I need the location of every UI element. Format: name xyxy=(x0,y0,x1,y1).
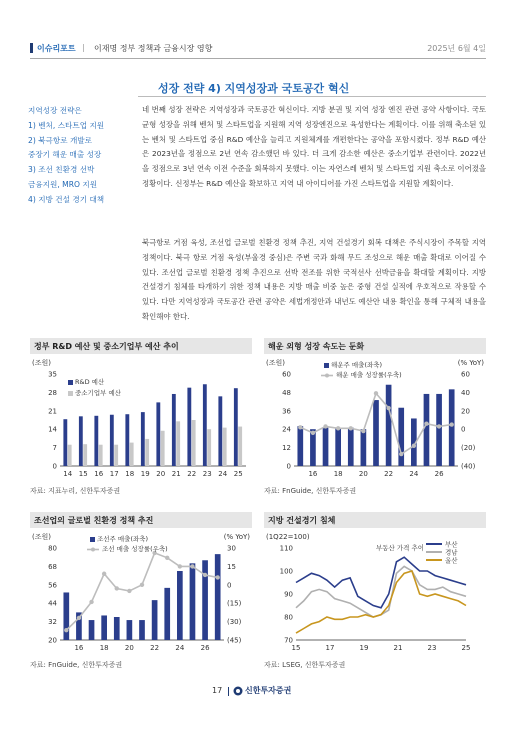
series-line xyxy=(296,557,466,608)
y-tick-label: 32 xyxy=(48,618,57,627)
sidebar-summary xyxy=(28,104,140,208)
y-tick-label: 44 xyxy=(48,599,57,608)
y-tick-label: 0 xyxy=(286,462,291,471)
chart-bar xyxy=(156,402,160,466)
x-tick-label: 26 xyxy=(200,644,210,652)
series-point xyxy=(311,431,315,435)
legend-swatch xyxy=(68,380,73,385)
series-point xyxy=(115,586,119,590)
page-footer xyxy=(0,684,516,698)
chart-bar xyxy=(176,421,180,466)
series-point xyxy=(412,444,416,448)
x-tick-label: 17 xyxy=(109,470,119,478)
legend-label: 해운 매출 성장률(우축) xyxy=(336,371,402,379)
chart-bar xyxy=(172,394,176,466)
legend-label: 경남 xyxy=(445,548,458,557)
chart-bar xyxy=(114,445,118,466)
series-point xyxy=(349,426,353,430)
chart-bar xyxy=(130,443,134,466)
header-separator: | xyxy=(82,43,85,52)
chart-bar xyxy=(386,385,392,466)
series-point xyxy=(178,564,182,568)
section-divider xyxy=(138,96,486,97)
series-point xyxy=(77,616,81,620)
x-tick-label: 24 xyxy=(218,470,228,478)
series-line xyxy=(296,571,466,633)
series-point xyxy=(361,429,365,433)
body-paragraph-1: 네 번째 성장 전략은 지역성장과 국토공간 혁신이다. 지방 분권 및 지역 성장 엔진 관련 공약 사항이다. 국토 균형 성장을 위해 벤처 및 스타트업을 지원해 지역 성장엔진으로 육성한다는 계획이다. 이를 위해 축소된 있는 벤처 및 스타트업 중심 R&D 예산을 늘리고 지원체계를 개편한다는 공약을 포함시켰다. 정부 R&D 예산은 2023년을 정점으로 2년 연속 감소했던 바 있다. 더 크게 감소한 예산은 중소기업부 관련이다. 2022년을 정점으로 3년 연속 이전 수준을 회복하지 못했다. 이는 자연스레 벤처 및 스타트업 지원 축소로 이어졌을 정황이다. 신정부는 R&D 예산을 확보하고 지역 내 아이디어를 가진 스타트업을 지원할 계획이다. xyxy=(142,105,486,188)
page-number: 17 xyxy=(212,686,223,695)
y2-tick-label: (15) xyxy=(227,599,242,608)
chart-source: 자료: LSEG, 신한투자증권 xyxy=(264,661,346,669)
page-header xyxy=(30,40,486,58)
chart-bar xyxy=(89,620,95,640)
company-name: 신한투자증권 xyxy=(245,686,292,695)
body-paragraph-2: 북극항로 거점 육성, 조선업 글로벌 친환경 정책 추진, 지역 건설경기 회복 대책은 주식시장이 주목할 지역 정책이다. 북극 항로 거점 육성(부울경 중심)은 주변 국과 화해 무드 조성으로 해운 매출 확대로 이어질 수 있다. 조선업 글로벌 친환경 정책 추진으로 선박 전조를 위한 국적선사 선박금융을 확대할 계획이다. 지방 건설경기 침체를 타개하기 위한 정책 내용은 지방 매출 비중 높은 중형 건설 실적에 우호적으로 작용할 수 있다. 다만 지역성장과 국토공간 관련 공약은 세법개정안과 내년도 예산안 내용 확인을 통해 구체적 내용을 확인해야 한다. xyxy=(142,238,486,321)
chart-rnd-budget xyxy=(30,338,252,498)
sidebar-line: 지역성장 전략은 xyxy=(28,106,82,115)
x-tick-label: 14 xyxy=(63,470,73,478)
chart-title: 해운 외형 성장 속도는 둔화 xyxy=(264,338,486,354)
chart-bar xyxy=(215,554,221,640)
y-axis-unit: (1Q22=100) xyxy=(266,533,310,541)
y-axis-unit: (조원) xyxy=(32,359,51,367)
legend-label: 해운주 매출(좌축) xyxy=(331,361,383,369)
x-tick-label: 25 xyxy=(461,644,471,652)
y-tick-label: 80 xyxy=(48,544,57,553)
chart-bar xyxy=(68,445,72,466)
x-tick-label: 22 xyxy=(150,644,160,652)
x-tick-label: 18 xyxy=(125,470,135,478)
y-tick-label: 0 xyxy=(52,462,57,471)
chart-bar xyxy=(101,615,107,640)
series-point xyxy=(215,575,219,579)
series-point xyxy=(140,583,144,587)
chart-bar xyxy=(238,427,242,466)
legend-marker xyxy=(91,548,95,552)
series-point xyxy=(127,589,131,593)
chart-bar xyxy=(110,415,114,466)
chart-bar xyxy=(141,412,145,466)
series-point xyxy=(102,572,106,576)
legend-label: 중소기업부 예산 xyxy=(75,389,122,397)
y-tick-label: 12 xyxy=(282,444,291,453)
chart-title: 정부 R&D 예산 및 중소기업부 예산 추이 xyxy=(30,338,252,354)
chart-bar xyxy=(63,419,67,466)
y-tick-label: 100 xyxy=(279,567,293,576)
report-date: 2025년 6월 4일 xyxy=(427,44,486,53)
x-tick-label: 18 xyxy=(333,470,343,478)
y-tick-label: 20 xyxy=(48,636,57,645)
y-tick-label: 24 xyxy=(282,425,291,434)
y-tick-label: 21 xyxy=(48,407,57,416)
chart-regional-construction-plot xyxy=(264,530,486,654)
chart-bar xyxy=(424,394,430,466)
legend-label: 조선 매출 성장률(우축) xyxy=(102,545,168,553)
y2-tick-label: 0 xyxy=(227,581,232,590)
x-tick-label: 22 xyxy=(187,470,197,478)
legend-swatch xyxy=(90,537,95,542)
x-tick-label: 20 xyxy=(124,644,134,652)
x-tick-label: 24 xyxy=(175,644,185,652)
top-band xyxy=(0,0,516,6)
y2-tick-label: 15 xyxy=(227,562,236,571)
sidebar-line: 4) 지방 건설 경기 대책 xyxy=(28,194,105,204)
chart-bar xyxy=(83,444,87,466)
y-tick-label: 60 xyxy=(282,370,291,379)
chart-bar xyxy=(361,429,367,466)
x-tick-label: 16 xyxy=(74,644,84,652)
y-tick-label: 80 xyxy=(284,613,293,622)
x-tick-label: 26 xyxy=(434,470,444,478)
chart-annotation: 부동산 가격 추이 xyxy=(376,544,425,552)
series-point xyxy=(89,600,93,604)
chart-source: 자료: 지표누리, 신한투자증권 xyxy=(30,487,121,495)
y-tick-label: 36 xyxy=(282,407,291,416)
chart-shipbuilding-revenue-plot xyxy=(30,530,252,654)
footer-divider xyxy=(228,687,229,696)
sidebar-line: 2) 북극항로 개발로 xyxy=(28,135,92,145)
y2-tick-label: 60 xyxy=(461,370,470,379)
x-tick-label: 20 xyxy=(156,470,166,478)
chart-title: 지방 건설경기 침체 xyxy=(264,512,486,528)
chart-bar xyxy=(348,428,354,466)
chart-bar xyxy=(398,408,404,466)
y-tick-label: 7 xyxy=(52,444,57,453)
report-type: 이슈리포트 xyxy=(37,44,76,53)
x-tick-label: 19 xyxy=(359,644,369,652)
series-point xyxy=(323,424,327,428)
sidebar-line: 3) 조선 친환경 선박 xyxy=(28,165,95,175)
y-tick-label: 70 xyxy=(284,636,293,645)
company-logo-icon xyxy=(233,686,243,696)
y-tick-label: 56 xyxy=(48,581,57,590)
legend-label: R&D 예산 xyxy=(75,378,105,386)
x-tick-label: 15 xyxy=(78,470,88,478)
chart-bar xyxy=(323,428,329,466)
chart-bar xyxy=(164,588,170,640)
y-tick-label: 90 xyxy=(284,590,293,599)
chart-bar xyxy=(335,428,341,466)
chart-bar xyxy=(177,571,183,640)
series-point xyxy=(203,573,207,577)
chart-source: 자료: FnGuide, 신한투자증권 xyxy=(30,661,123,669)
chart-bar xyxy=(207,429,211,466)
sidebar-line: 1) 벤처, 스타트업 지원 xyxy=(28,120,105,130)
chart-bar xyxy=(192,420,196,466)
chart-source: 자료: FnGuide, 신한투자증권 xyxy=(264,487,357,495)
legend-swatch xyxy=(324,363,329,368)
chart-bar xyxy=(234,388,238,466)
x-tick-label: 23 xyxy=(427,644,437,652)
series-point xyxy=(424,421,428,425)
y-tick-label: 110 xyxy=(279,544,293,553)
chart-bar xyxy=(449,389,455,466)
series-point xyxy=(165,556,169,560)
series-point xyxy=(190,564,194,568)
legend-swatch xyxy=(68,391,73,396)
sidebar-line: 중장기 해운 매출 성장 xyxy=(28,150,102,160)
chart-bar xyxy=(114,617,120,640)
y2-tick-label: 30 xyxy=(227,544,236,553)
series-point xyxy=(437,424,441,428)
y2-axis-unit: (% YoY) xyxy=(223,533,250,541)
y-tick-label: 68 xyxy=(48,562,57,571)
y-tick-label: 28 xyxy=(48,388,57,397)
chart-bar xyxy=(63,592,69,640)
y2-tick-label: 40 xyxy=(461,388,470,397)
series-line xyxy=(296,566,466,617)
x-tick-label: 23 xyxy=(202,470,212,478)
y2-axis-unit: (% YoY) xyxy=(457,359,484,367)
y2-tick-label: (20) xyxy=(461,444,476,453)
legend-marker xyxy=(325,374,329,378)
chart-bar xyxy=(152,600,158,640)
series-point xyxy=(374,391,378,395)
header-divider xyxy=(30,58,486,59)
series-point xyxy=(298,425,302,429)
y2-tick-label: (30) xyxy=(227,618,242,627)
x-tick-label: 24 xyxy=(409,470,419,478)
chart-bar xyxy=(94,416,98,466)
x-tick-label: 16 xyxy=(308,470,318,478)
y-axis-unit: (조원) xyxy=(32,533,51,541)
y-tick-label: 35 xyxy=(48,370,57,379)
y-axis-unit: (조원) xyxy=(266,359,285,367)
y-tick-label: 14 xyxy=(48,425,57,434)
chart-shipping-revenue xyxy=(264,338,486,498)
legend-label: 울산 xyxy=(445,556,458,565)
report-title: 이재명 정부 정책과 금융시장 영향 xyxy=(94,44,213,53)
x-tick-label: 20 xyxy=(358,470,368,478)
chart-bar xyxy=(202,560,208,640)
chart-bar xyxy=(203,384,207,466)
x-tick-label: 19 xyxy=(140,470,150,478)
y2-tick-label: (45) xyxy=(227,636,242,645)
chart-bar xyxy=(218,396,222,466)
y2-tick-label: (40) xyxy=(461,462,476,471)
chart-shipbuilding-revenue xyxy=(30,512,252,672)
chart-bar xyxy=(190,563,196,640)
x-tick-label: 21 xyxy=(171,470,181,478)
series-point xyxy=(449,422,453,426)
series-point xyxy=(336,426,340,430)
chart-bar xyxy=(223,428,227,466)
chart-title: 조선업의 글로벌 친환경 정책 추진 xyxy=(30,512,252,528)
x-tick-label: 15 xyxy=(291,644,301,652)
legend-label: 부산 xyxy=(445,540,458,549)
chart-bar xyxy=(79,416,83,466)
x-tick-label: 18 xyxy=(99,644,109,652)
x-tick-label: 17 xyxy=(325,644,335,652)
chart-bar xyxy=(145,439,149,466)
chart-rnd-budget-plot xyxy=(30,356,252,478)
chart-shipping-revenue-plot xyxy=(264,356,486,478)
series-point xyxy=(399,452,403,456)
y2-tick-label: 20 xyxy=(461,407,470,416)
brand-bar xyxy=(30,43,33,53)
chart-bar xyxy=(161,431,165,466)
x-tick-label: 25 xyxy=(233,470,243,478)
chart-bar xyxy=(139,620,145,640)
chart-bar xyxy=(373,400,379,466)
sidebar-line: 금융지원, MRO 지원 xyxy=(28,179,98,189)
legend-label: 조선주 매출(좌축) xyxy=(97,535,149,543)
chart-bar xyxy=(187,388,191,466)
y2-tick-label: 0 xyxy=(461,425,466,434)
series-point xyxy=(386,406,390,410)
y-tick-label: 48 xyxy=(282,388,291,397)
x-tick-label: 21 xyxy=(393,644,403,652)
chart-bar xyxy=(127,620,133,640)
series-point xyxy=(64,628,68,632)
chart-bar xyxy=(99,445,103,466)
section-title: 성장 전략 4) 지역성장과 국토공간 혁신 xyxy=(158,82,350,95)
chart-bar xyxy=(125,414,129,466)
x-tick-label: 16 xyxy=(94,470,104,478)
chart-regional-construction xyxy=(264,512,486,672)
chart-bar xyxy=(297,426,303,466)
chart-bar xyxy=(436,394,442,466)
x-tick-label: 22 xyxy=(384,470,394,478)
